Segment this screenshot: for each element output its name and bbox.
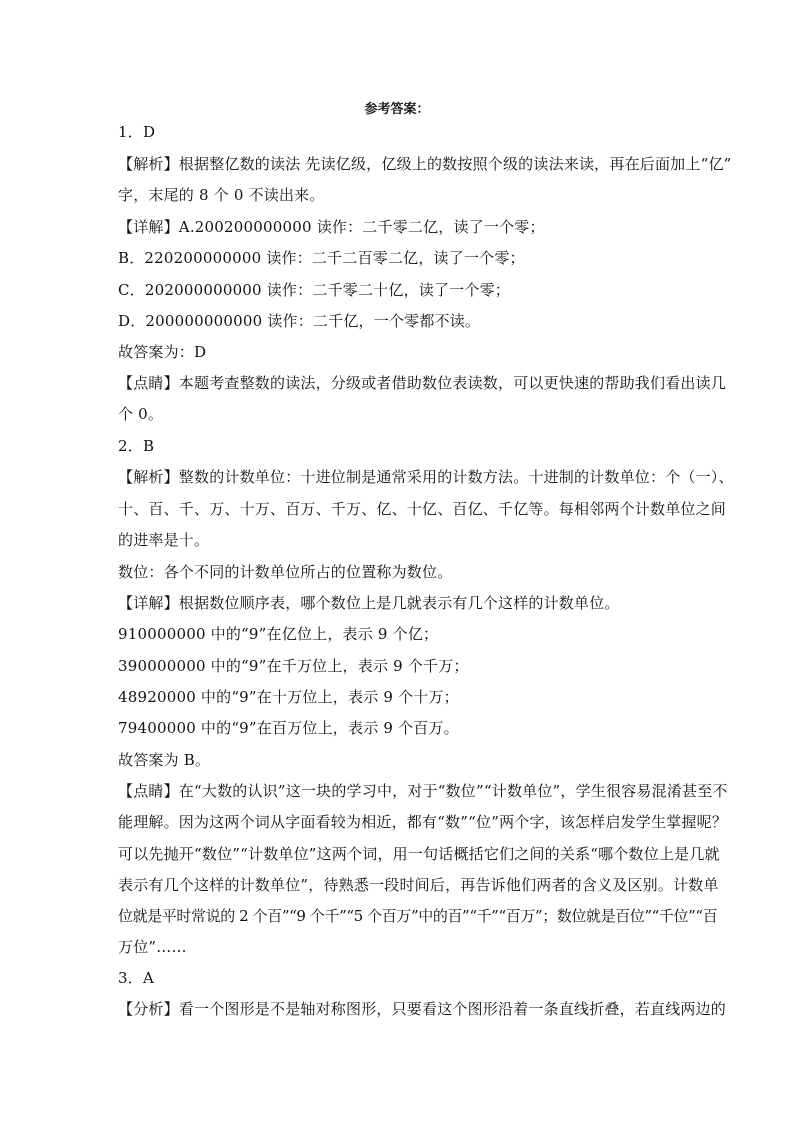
text-line: 能理解。因为这两个词从字面看较为相近，都有“数”“位”两个字，该怎样启发学生掌握呢？ (118, 813, 728, 831)
text-line: 表示有几个这样的计数单位”，待熟悉一段时间后，再告诉他们两者的含义及区别。计数单 (118, 876, 719, 894)
text-line: 的进率是十。 (118, 531, 210, 549)
text-line: 万位”…… (118, 938, 187, 956)
detail-line: 【详解】根据数位顺序表，哪个数位上是几就表示有几个这样的计数单位。 (118, 594, 620, 612)
text-line: 字，末尾的 8 个 0 不读出来。 (118, 186, 325, 204)
text-line: 个 0。 (118, 405, 164, 423)
answer-line: 故答案为 B。 (118, 751, 211, 769)
comment-line: 【点睛】在“大数的认识”这一块的学习中，对于“数位”“计数单位”，学生很容易混淆甚至不 (118, 782, 728, 800)
text-line: 79400000 中的“9”在百万位上，表示 9 个百万。 (118, 719, 459, 737)
text-line: 位就是平时常说的 2 个百”“9 个千”“5 个百万”中的百”“千”“百万”；数位就是百位”“千位”“百 (118, 907, 718, 925)
analysis-line: 【解析】根据整亿数的读法 先读亿级，亿级上的数按照个级的读法来读，再在后面加上“亿” (118, 155, 732, 173)
analysis-line: 【解析】整数的计数单位：十进位制是通常采用的计数方法。十进制的计数单位：个（一）、 (118, 468, 734, 486)
text-line: 十、百、千、万、十万、百万、千万、亿、十亿、百亿、千亿等。每相邻两个计数单位之间 (118, 500, 727, 518)
text-line: 910000000 中的“9”在亿位上，表示 9 个亿； (118, 625, 439, 643)
text-line: C．202000000000 读作：二千零二十亿，读了一个零； (118, 281, 510, 299)
answer-number-1: 1．D (118, 123, 156, 141)
analysis-line: 【分析】看一个图形是不是轴对称图形，只要看这个图形沿着一条直线折叠，若直线两边的 (118, 1000, 727, 1018)
page-title: 参考答案： (364, 102, 430, 117)
detail-line: 【详解】A.200200000000 读作：二千零二亿，读了一个零； (118, 218, 545, 236)
text-line: B．220200000000 读作：二千二百零二亿，读了一个零； (118, 249, 525, 267)
answer-number-2: 2．B (118, 437, 155, 455)
comment-line: 【点睛】本题考查整数的读法，分级或者借助数位表读数，可以更快速的帮助我们看出读几 (118, 374, 727, 392)
text-line: 数位：各个不同的计数单位所占的位置称为数位。 (118, 563, 453, 581)
text-line: 可以先抛开“数位”“计数单位”这两个词，用一句话概括它们之间的关系“哪个数位上是几就 (118, 845, 720, 863)
text-line: D．200000000000 读作：二千亿，一个零都不读。 (118, 312, 481, 330)
answer-number-3: 3．A (118, 969, 154, 987)
text-line: 48920000 中的“9”在十万位上，表示 9 个十万； (118, 688, 459, 706)
text-line: 390000000 中的“9”在千万位上，表示 9 个千万； (118, 657, 469, 675)
answer-line: 故答案为：D (118, 343, 207, 361)
